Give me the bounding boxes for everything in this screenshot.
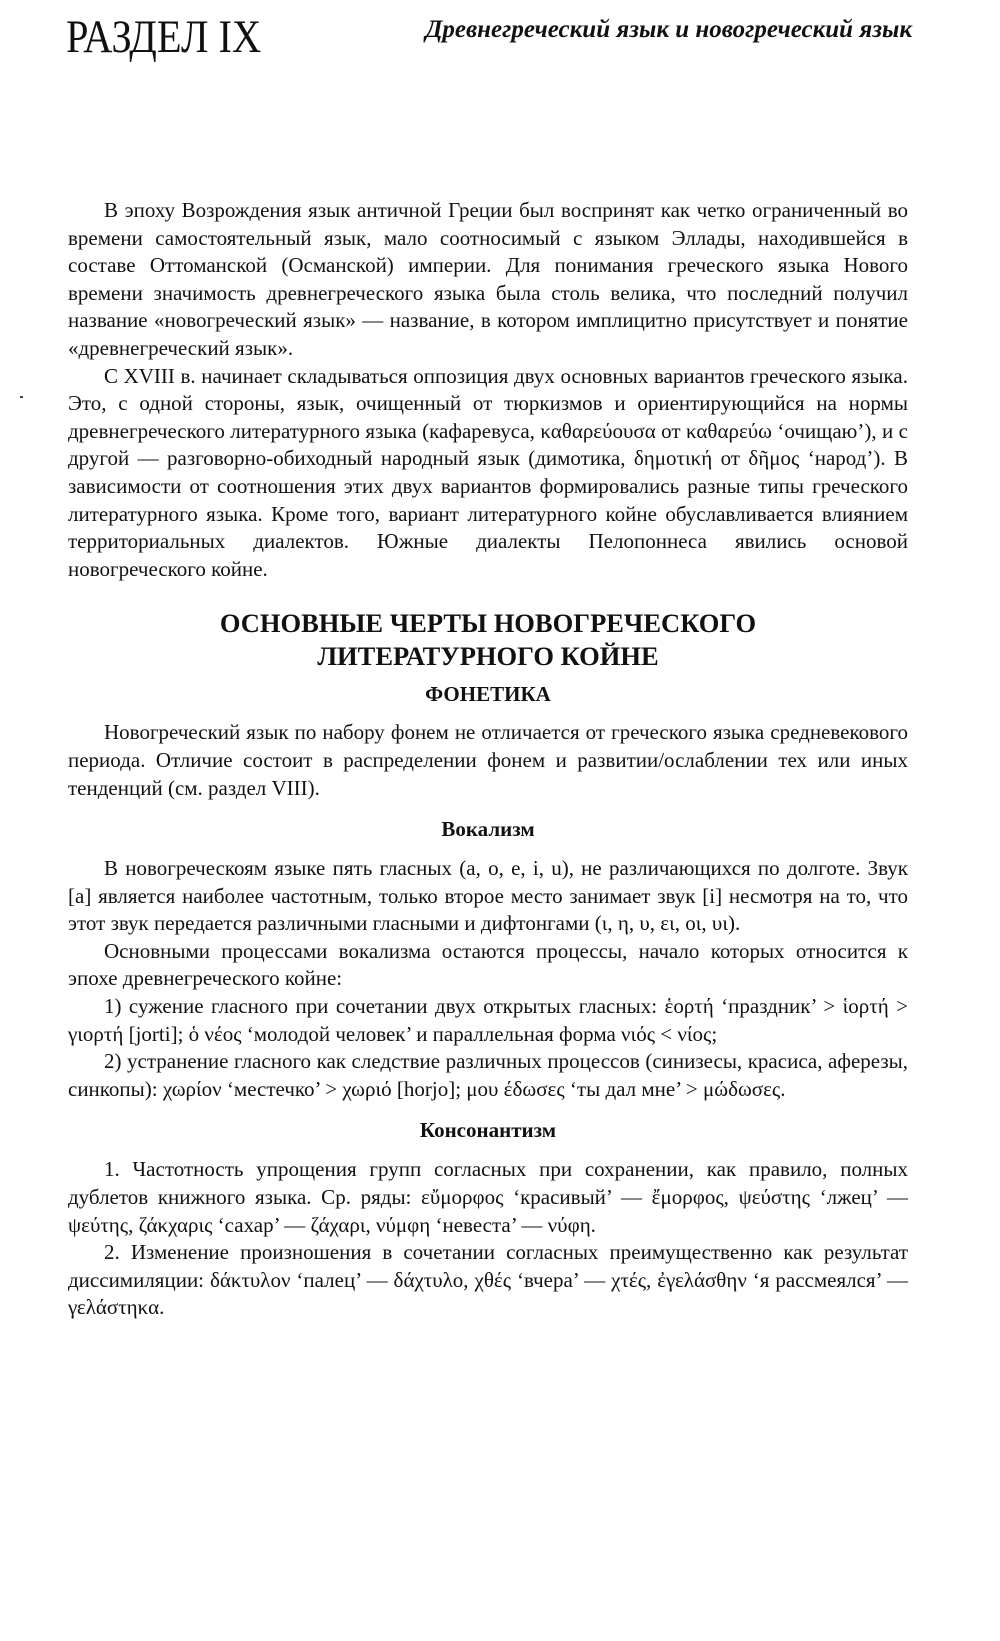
main-heading [68, 607, 908, 673]
page-header [0, 0, 1000, 80]
intro-paragraph-2: С XVIII в. начинает складываться оппозиция двух основных вариантов греческого языка. Это, с одной стороны, язык, очищенный от тюркизмов и ориентирующийся на нормы древнегреческого литературного языка (кафаревуса, καθαρεύουσα от καθαρεύω ‘очищаю’), и с другой — разговорно-обиходный народный язык (димотика, δημοτική от δῆμος ‘народ’). В зависимости от соотношения этих двух вариантов формировались разные типы греческого литературного языка. Кроме того, вариант литературного койне обуславливается влиянием территориальных диалектов. Южные диалекты Пелопоннеса явились основой новогреческого койне. [68, 363, 908, 581]
section-title: Древнегреческий язык и новогреческий язык [425, 16, 912, 43]
vocalism-paragraph-1: В новогреческоям языке пять гласных (a, o, e, i, u), не различающихся по долготе. Звук [a] является наиболее частотным, только второе место занимает звук [i] несмотря на то, что этот звук передается различными гласными и дифтонгами (ι, η, υ, ει, οι, υι). [68, 856, 908, 936]
main-heading-line-1: ОСНОВНЫЕ ЧЕРТЫ НОВОГРЕЧЕСКОГО [219, 608, 757, 639]
vocalism-paragraph-4: 2) устранение гласного как следствие различных процессов (синизесы, красиса, аферезы, синкопы): χωρίον ‘местечко’ > χωριό [horjo]; μου έδωσες ‘ты дал мне’ > μώδωσες. [68, 1049, 908, 1101]
vocalism-heading: Вокализм [441, 817, 535, 842]
consonantism-paragraph-1: 1. Частотность упрощения групп согласных при сохранении, как правило, полных дублетов книжного языка. Ср. ряды: εὔμορφος ‘красивый’ — ἔμορφος, ψεύστης ‘лжец’ — ψεύτης, ζάκχαρις ‘сахар’ — ζάχαρι, νύμφη ‘невеста’ — νύφη. [68, 1157, 908, 1237]
consonantism-paragraph-2: 2. Изменение произношения в сочетании согласных преимущественно как результат диссимиляции: δάκτυλον ‘палец’ — δάχτυλο, χθές ‘вчера’ — χτές, ἐγελάσθην ‘я рассмеялся’ — γελάστηκα. [68, 1240, 908, 1320]
vocalism-paragraph-3: 1) сужение гласного при сочетании двух открытых гласных: ἑορτή ‘праздник’ > ἱορτή > γιορτή [jorti]; ὁ νέος ‘молодой человек’ и параллельная форма νιός < νίος; [68, 994, 908, 1046]
main-heading-line-2: ЛИТЕРАТУРНОГО КОЙНЕ [317, 641, 659, 672]
vocalism-paragraph-2: Основными процессами вокализма остаются процессы, начало которых относится к эпохе древнегреческого койне: [68, 938, 908, 991]
section-label: РАЗДЕЛ IX [66, 11, 262, 63]
intro-paragraph-1: В эпоху Возрождения язык античной Греции был воспринят как четко ограниченный во времени самостоятельный язык, мало соотносимый с языком Эллады, находившейся в составе Оттоманской (Османской) империи. Для понимания греческого языка Нового времени значимость древнегреческого языка была столь велика, что последний получил название «новогреческий язык» — название, в котором имплицитно присутствует и понятие «древнегреческий язык». [68, 198, 908, 360]
phonetics-paragraph: Новогреческий язык по набору фонем не отличается от греческого языка средневекового периода. Отличие состоит в распределении фонем и развитии/ослаблении тех или иных тенденций (см. раздел VIII). [68, 720, 908, 800]
page-body [68, 197, 908, 1322]
phonetics-heading: ФОНЕТИКА [425, 682, 551, 707]
scan-speck [20, 396, 23, 398]
consonantism-heading: Консонантизм [419, 1118, 557, 1143]
